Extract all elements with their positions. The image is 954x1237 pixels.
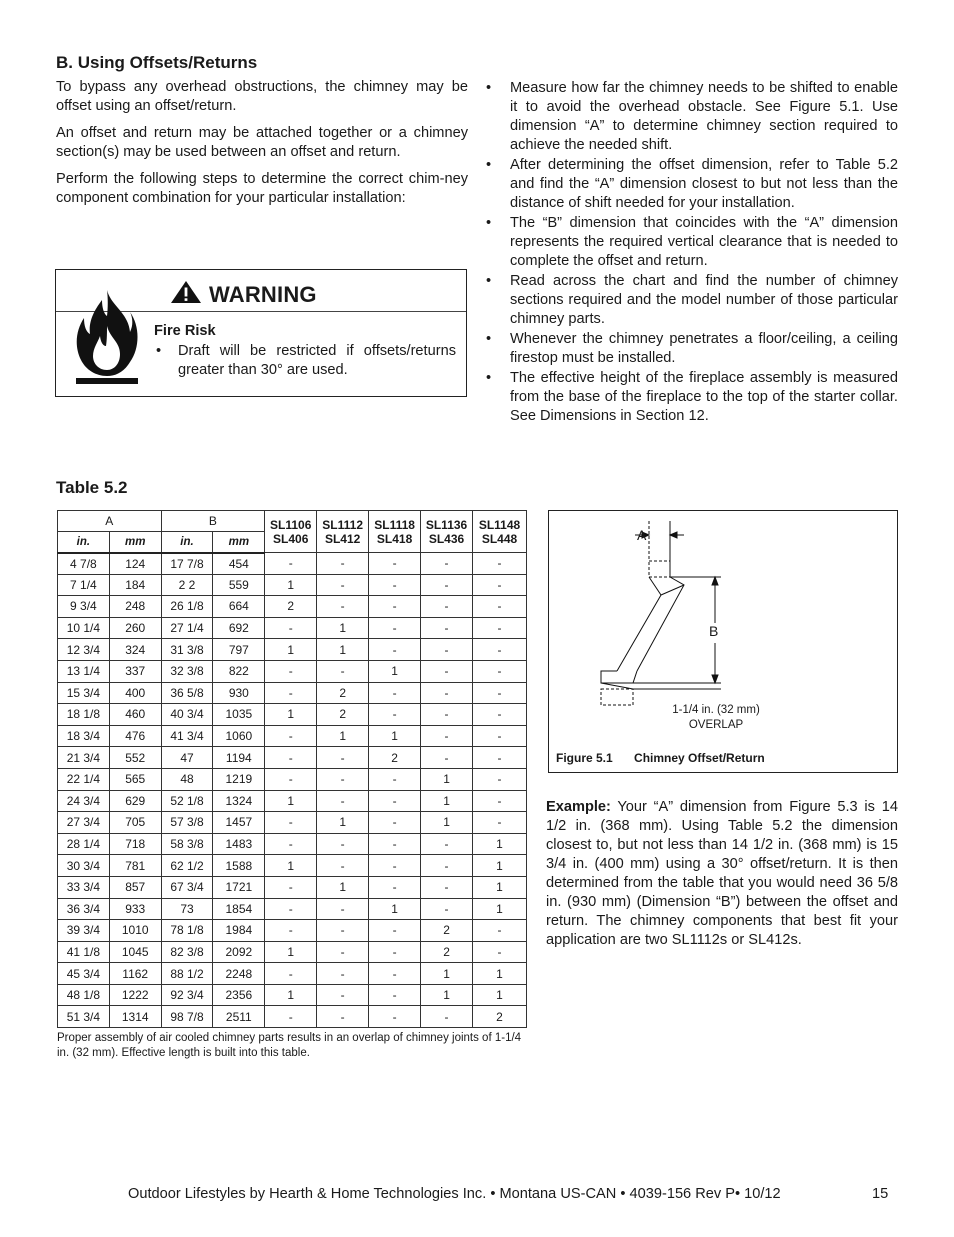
table-cell: - (421, 704, 473, 726)
table-cell: 48 (161, 768, 213, 790)
table-cell: 22 1/4 (58, 768, 110, 790)
table-cell: 2 (317, 704, 369, 726)
table-cell: 1 (265, 855, 317, 877)
table-row (58, 833, 527, 855)
table-cell: - (265, 660, 317, 682)
table-cell: - (473, 725, 527, 747)
table-row (58, 596, 527, 618)
header-b-mm: mm (213, 532, 265, 553)
table-cell: 184 (109, 574, 161, 596)
table-cell: 1 (421, 768, 473, 790)
table-cell: 30 3/4 (58, 855, 110, 877)
table-cell: 1324 (213, 790, 265, 812)
table-cell: - (317, 553, 369, 575)
table-cell: 124 (109, 553, 161, 575)
warning-bullet: • Draft will be restricted if offsets/returns greater than 30° are used. (154, 342, 456, 380)
table-cell: - (421, 898, 473, 920)
table-cell: - (317, 963, 369, 985)
table-cell: 26 1/8 (161, 596, 213, 618)
table-cell: - (421, 596, 473, 618)
example-label: Example: (546, 799, 611, 815)
table-cell: 2 (421, 941, 473, 963)
table-cell: - (317, 574, 369, 596)
figure-box (548, 510, 898, 773)
table-cell: 476 (109, 725, 161, 747)
table-cell: 1 (473, 876, 527, 898)
table-cell: - (473, 596, 527, 618)
table-row (58, 747, 527, 769)
table-cell: 1 (369, 898, 421, 920)
table-cell: - (369, 682, 421, 704)
table-row (58, 790, 527, 812)
table-cell: 9 3/4 (58, 596, 110, 618)
table-cell: 933 (109, 898, 161, 920)
table-cell: 31 3/8 (161, 639, 213, 661)
table-note: Proper assembly of air cooled chimney parts results in an overlap of chimney joints of 1-1/4 in. (32 mm). Effective length is built into this table. (57, 1032, 522, 1059)
section-title: B. Using Offsets/Returns (56, 53, 258, 72)
table-cell: 2 (421, 920, 473, 942)
table-body (58, 553, 527, 1028)
table-cell: - (369, 920, 421, 942)
table-cell: - (369, 790, 421, 812)
table-cell: - (473, 660, 527, 682)
table-cell: 1 (317, 876, 369, 898)
header-model-4: SL1136 SL436 (421, 511, 473, 553)
header-a-in: in. (58, 532, 110, 553)
table-row (58, 660, 527, 682)
table-cell: 781 (109, 855, 161, 877)
table-cell: 1 (265, 941, 317, 963)
table-cell: 45 3/4 (58, 963, 110, 985)
table-cell: - (473, 553, 527, 575)
table-cell: - (317, 660, 369, 682)
table-cell: 15 3/4 (58, 682, 110, 704)
table-cell: - (317, 768, 369, 790)
table-row (58, 941, 527, 963)
warning-body (154, 322, 456, 380)
warning-box (55, 269, 467, 397)
table-row (58, 639, 527, 661)
table-row (58, 574, 527, 596)
table-cell: 1162 (109, 963, 161, 985)
table-cell: 48 1/8 (58, 984, 110, 1006)
table-cell: 2 2 (161, 574, 213, 596)
table-cell: - (317, 790, 369, 812)
table-cell: 1 (265, 790, 317, 812)
table-cell: - (473, 768, 527, 790)
table-cell: 1854 (213, 898, 265, 920)
table-cell: - (369, 596, 421, 618)
table-cell: 52 1/8 (161, 790, 213, 812)
table-cell: 1 (317, 617, 369, 639)
table-cell: - (317, 833, 369, 855)
table-cell: 1 (421, 984, 473, 1006)
table-cell: 692 (213, 617, 265, 639)
table-row (58, 682, 527, 704)
step-item: • Measure how far the chimney needs to be shifted to enable it to avoid the overhead obstacle. See Figure 5.1. Use dimension “A” to determine chimney section required to achieve the needed shift. (486, 79, 898, 155)
table-cell: 1 (473, 898, 527, 920)
table-cell: 36 5/8 (161, 682, 213, 704)
table-cell: - (265, 768, 317, 790)
header-a-mm: mm (109, 532, 161, 553)
table-cell: 1314 (109, 1006, 161, 1028)
table-cell: 24 3/4 (58, 790, 110, 812)
table-cell: 260 (109, 617, 161, 639)
header-model-2: SL1112 SL412 (317, 511, 369, 553)
dimension-b-label: B (709, 623, 719, 639)
table-cell: - (421, 682, 473, 704)
table-cell: 337 (109, 660, 161, 682)
table-cell: - (473, 790, 527, 812)
table-row (58, 876, 527, 898)
table-cell: 1060 (213, 725, 265, 747)
table-cell: 13 1/4 (58, 660, 110, 682)
table-cell: 98 7/8 (161, 1006, 213, 1028)
table-cell: - (317, 920, 369, 942)
table-cell: 559 (213, 574, 265, 596)
table-cell: 17 7/8 (161, 553, 213, 575)
table-title: Table 5.2 (56, 478, 128, 497)
table-cell: - (317, 855, 369, 877)
table-cell: - (473, 639, 527, 661)
header-b-in: in. (161, 532, 213, 553)
table-cell: 1 (473, 833, 527, 855)
table-cell: 2092 (213, 941, 265, 963)
table-cell: 1984 (213, 920, 265, 942)
table-cell: 1588 (213, 855, 265, 877)
table-row (58, 768, 527, 790)
table-cell: - (473, 574, 527, 596)
table-cell: 1 (317, 639, 369, 661)
table-cell: - (265, 617, 317, 639)
table-cell: - (265, 553, 317, 575)
table-cell: - (317, 1006, 369, 1028)
intro-paragraph-1: To bypass any overhead obstructions, the chimney may be offset using an offset/return. (56, 79, 468, 114)
table-cell: - (317, 898, 369, 920)
table-cell: 1045 (109, 941, 161, 963)
table-cell: - (369, 617, 421, 639)
table-cell: 1 (421, 790, 473, 812)
table-cell: - (369, 876, 421, 898)
table-cell: - (421, 553, 473, 575)
table-cell: 1 (265, 574, 317, 596)
table-cell: - (265, 898, 317, 920)
table-cell: - (421, 639, 473, 661)
table-row (58, 704, 527, 726)
table-cell: 857 (109, 876, 161, 898)
example-paragraph (546, 798, 898, 950)
table-cell: - (473, 617, 527, 639)
offset-table (57, 510, 527, 1028)
warning-triangle-icon (170, 280, 202, 304)
table-cell: 41 1/8 (58, 941, 110, 963)
table-cell: - (421, 876, 473, 898)
table-cell: 2 (473, 1006, 527, 1028)
step-item: • The effective height of the fireplace assembly is measured from the base of the fireplace to the top of the starter collar. See Dimensions in Section 12. (486, 369, 898, 426)
table-cell: - (369, 768, 421, 790)
table-cell: 2248 (213, 963, 265, 985)
step-item: • Read across the chart and find the number of chimney sections required and the model number of those particular chimney parts. (486, 272, 898, 329)
table-cell: 88 1/2 (161, 963, 213, 985)
table-cell: - (473, 682, 527, 704)
table-cell: 1194 (213, 747, 265, 769)
table-cell: - (421, 855, 473, 877)
example-text: Your “A” dimension from Figure 5.3 is 14 1/2 in. (368 mm). Using Table 5.2 the dimension closest to, but not less than 14 1/2 in. (368 mm) is 15 3/4 in. (400 mm) using a 30° offset/return. It is then determined from the table that you would need 36 5/8 in. (930 mm) (Dimension “B”) between the offset and return. The chimney components that best fit your application are two SL1112s or SL412s. (546, 799, 898, 948)
table-cell: 1 (369, 725, 421, 747)
table-cell: 4 7/8 (58, 553, 110, 575)
table-cell: - (265, 747, 317, 769)
table-cell: 1 (265, 984, 317, 1006)
table-cell: - (473, 941, 527, 963)
table-cell: 78 1/8 (161, 920, 213, 942)
table-cell: 36 3/4 (58, 898, 110, 920)
table-cell: 2511 (213, 1006, 265, 1028)
table-cell: 1 (473, 963, 527, 985)
table-cell: 51 3/4 (58, 1006, 110, 1028)
table-cell: 1035 (213, 704, 265, 726)
table-cell: - (317, 747, 369, 769)
table-cell: - (369, 855, 421, 877)
table-cell: 1 (317, 812, 369, 834)
table-cell: 28 1/4 (58, 833, 110, 855)
table-row (58, 1006, 527, 1028)
table-cell: - (421, 725, 473, 747)
table-cell: 1 (473, 855, 527, 877)
table-cell: 629 (109, 790, 161, 812)
table-cell: - (369, 639, 421, 661)
table-row (58, 725, 527, 747)
table-cell: 2 (265, 596, 317, 618)
table-cell: 1721 (213, 876, 265, 898)
table-row (58, 984, 527, 1006)
table-cell: 2356 (213, 984, 265, 1006)
table-cell: 797 (213, 639, 265, 661)
header-group-b: B (161, 511, 265, 532)
table-cell: - (421, 833, 473, 855)
table-cell: - (265, 920, 317, 942)
table-cell: - (265, 725, 317, 747)
intro-paragraph-3: Perform the following steps to determine the correct chim-ney component combination for your particular installation: (56, 171, 468, 206)
figure-caption (556, 751, 765, 765)
table-cell: 930 (213, 682, 265, 704)
table-cell: - (473, 747, 527, 769)
table-cell: 1483 (213, 833, 265, 855)
table-cell: - (421, 574, 473, 596)
table-cell: - (265, 682, 317, 704)
table-cell: 12 3/4 (58, 639, 110, 661)
fire-icon (74, 286, 140, 386)
table-cell: 2 (317, 682, 369, 704)
table-cell: 565 (109, 768, 161, 790)
table-cell: 33 3/4 (58, 876, 110, 898)
table-cell: - (369, 941, 421, 963)
table-cell: - (421, 747, 473, 769)
table-cell: - (473, 704, 527, 726)
footer-text: Outdoor Lifestyles by Hearth & Home Technologies Inc. • Montana US-CAN • 4039-156 Rev P• 10/12 (128, 1186, 781, 1202)
table-cell: 1 (473, 984, 527, 1006)
intro-paragraph-2: An offset and return may be attached together or a chimney section(s) may be used between an offset and return. (56, 125, 468, 160)
table-cell: 248 (109, 596, 161, 618)
table-cell: 552 (109, 747, 161, 769)
header-model-3: SL1118 SL418 (369, 511, 421, 553)
step-item: • The “B” dimension that coincides with the “A” dimension represents the required vertical clearance that is needed to complete the offset and return. (486, 214, 898, 271)
table-cell: 1 (317, 725, 369, 747)
table-cell: - (265, 833, 317, 855)
table-cell: 27 3/4 (58, 812, 110, 834)
page-number: 15 (872, 1186, 889, 1202)
table-header-row (58, 511, 527, 532)
warning-title: WARNING (209, 282, 317, 307)
table-cell: 10 1/4 (58, 617, 110, 639)
table-cell: 39 3/4 (58, 920, 110, 942)
table-cell: 18 1/8 (58, 704, 110, 726)
steps-list (486, 79, 898, 427)
table-cell: 1 (369, 660, 421, 682)
table-cell: - (369, 553, 421, 575)
table-cell: - (317, 984, 369, 1006)
table-cell: - (473, 920, 527, 942)
table-cell: - (421, 617, 473, 639)
table-cell: 460 (109, 704, 161, 726)
table-cell: - (473, 812, 527, 834)
table-cell: 454 (213, 553, 265, 575)
table-cell: 1 (421, 963, 473, 985)
intro-paragraphs (56, 78, 468, 216)
table-cell: 58 3/8 (161, 833, 213, 855)
step-item: • Whenever the chimney penetrates a floor/ceiling, a ceiling firestop must be installed. (486, 330, 898, 368)
table-row (58, 812, 527, 834)
table-cell: 1 (265, 639, 317, 661)
header-model-5: SL1148 SL448 (473, 511, 527, 553)
table-cell: - (317, 941, 369, 963)
table-cell: 32 3/8 (161, 660, 213, 682)
table-cell: 718 (109, 833, 161, 855)
table-cell: 400 (109, 682, 161, 704)
table-cell: 664 (213, 596, 265, 618)
table-cell: 62 1/2 (161, 855, 213, 877)
table-cell: 1010 (109, 920, 161, 942)
table-cell: 1457 (213, 812, 265, 834)
table-cell: - (317, 596, 369, 618)
table-cell: 73 (161, 898, 213, 920)
overlap-label (661, 703, 771, 733)
figure-title: Chimney Offset/Return (634, 751, 765, 765)
overlap-line-1: 1-1/4 in. (32 mm) (672, 704, 760, 716)
table-cell: 2 (369, 747, 421, 769)
table-cell: 27 1/4 (161, 617, 213, 639)
table-cell: - (369, 574, 421, 596)
table-cell: 67 3/4 (161, 876, 213, 898)
table-cell: - (369, 963, 421, 985)
table-cell: - (265, 1006, 317, 1028)
table-cell: - (369, 1006, 421, 1028)
table-cell: 18 3/4 (58, 725, 110, 747)
table-cell: - (265, 876, 317, 898)
table-cell: - (369, 984, 421, 1006)
table-cell: 82 3/8 (161, 941, 213, 963)
table-cell: 822 (213, 660, 265, 682)
table-cell: 40 3/4 (161, 704, 213, 726)
table-cell: - (369, 833, 421, 855)
table-row (58, 855, 527, 877)
table-cell: - (421, 660, 473, 682)
table-cell: 21 3/4 (58, 747, 110, 769)
table-cell: - (369, 812, 421, 834)
table-cell: 1219 (213, 768, 265, 790)
table-cell: 705 (109, 812, 161, 834)
table-row (58, 553, 527, 575)
table-cell: - (265, 812, 317, 834)
header-group-a: A (58, 511, 162, 532)
table-cell: 324 (109, 639, 161, 661)
table-row (58, 963, 527, 985)
table-cell: 1 (265, 704, 317, 726)
dimension-a-label: A (637, 527, 647, 543)
table-cell: - (265, 963, 317, 985)
step-item: • After determining the offset dimension, refer to Table 5.2 and find the “A” dimension closest to but not less than the distance of shift needed for your installation. (486, 156, 898, 213)
table-cell: 47 (161, 747, 213, 769)
table-row (58, 617, 527, 639)
table-cell: 1222 (109, 984, 161, 1006)
header-model-1: SL1106 SL406 (265, 511, 317, 553)
table-cell: 92 3/4 (161, 984, 213, 1006)
table-cell: 41 3/4 (161, 725, 213, 747)
overlap-line-2: OVERLAP (688, 719, 744, 731)
table-cell: - (369, 704, 421, 726)
warning-subtitle: Fire Risk (154, 323, 216, 339)
figure-number: Figure 5.1 (556, 751, 613, 765)
table-cell: - (421, 1006, 473, 1028)
table-row (58, 920, 527, 942)
table-cell: 7 1/4 (58, 574, 110, 596)
table-cell: 57 3/8 (161, 812, 213, 834)
table-cell: 1 (421, 812, 473, 834)
table-row (58, 898, 527, 920)
